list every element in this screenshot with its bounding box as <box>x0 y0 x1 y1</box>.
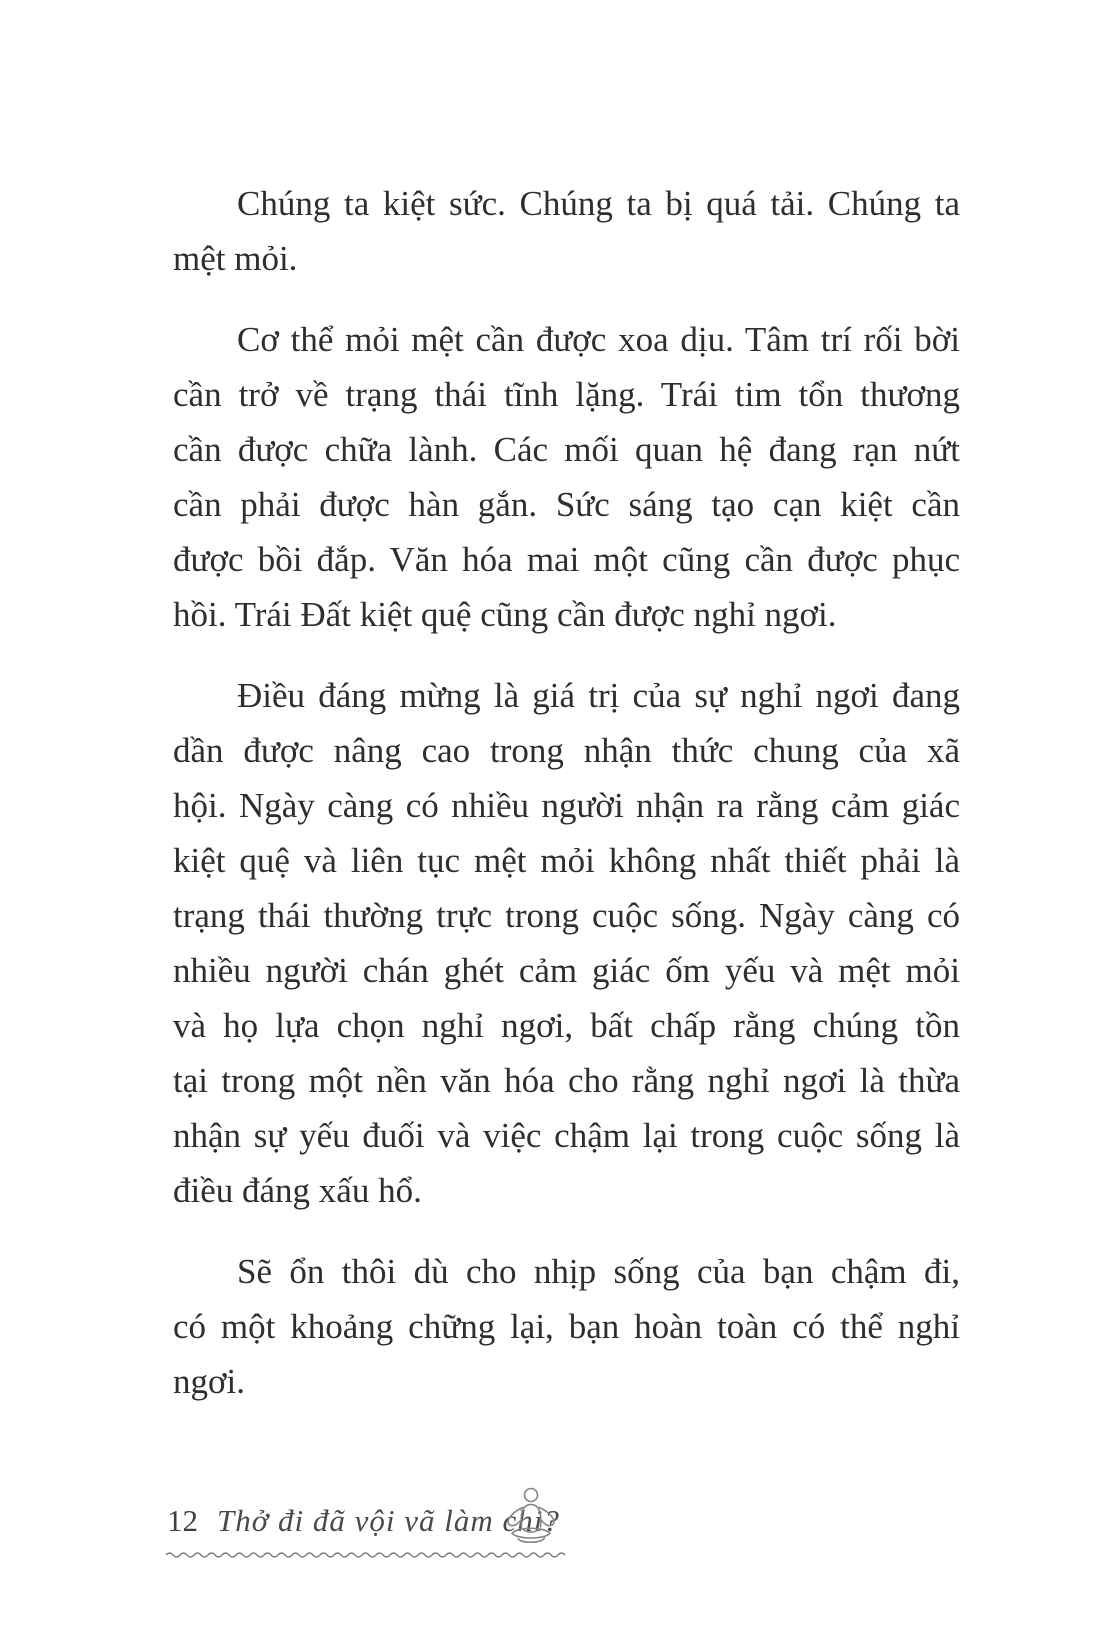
text-line: có một khoảng chững lại, bạn hoàn toàn có thể nghỉ <box>173 1307 960 1346</box>
meditation-lotus-icon <box>498 1486 564 1550</box>
paragraph <box>173 668 960 1218</box>
text-line: và họ lựa chọn nghỉ ngơi, bất chấp rằng chúng tồn <box>173 1006 960 1045</box>
page-number: 12 <box>167 1503 198 1538</box>
text-line: cần trở về trạng thái tĩnh lặng. Trái tim tổn thương <box>173 375 960 414</box>
page-body-text <box>173 176 960 1435</box>
text-line: cần phải được hàn gắn. Sức sáng tạo cạn kiệt cần <box>173 485 960 524</box>
text-line: nhiều người chán ghét cảm giác ốm yếu và mệt mỏi <box>173 951 960 990</box>
text-line: tại trong một nền văn hóa cho rằng nghỉ ngơi là thừa <box>173 1061 960 1100</box>
text-line: được bồi đắp. Văn hóa mai một cũng cần được phục <box>173 540 960 579</box>
text-line: hội. Ngày càng có nhiều người nhận ra rằng cảm giác <box>173 786 960 825</box>
paragraph <box>173 176 960 286</box>
text-line: dần được nâng cao trong nhận thức chung của xã <box>173 731 960 770</box>
text-line: trạng thái thường trực trong cuộc sống. Ngày càng có <box>173 896 960 935</box>
text-line: ngơi. <box>173 1362 245 1401</box>
text-line: hồi. Trái Đất kiệt quệ cũng cần được nghỉ ngơi. <box>173 595 837 634</box>
text-line: điều đáng xấu hổ. <box>173 1171 422 1210</box>
paragraph <box>173 1244 960 1409</box>
text-line: nhận sự yếu đuối và việc chậm lại trong cuộc sống là <box>173 1116 960 1155</box>
running-title: Thở đi đã vội vã làm chi? <box>217 1503 560 1538</box>
text-line: Chúng ta kiệt sức. Chúng ta bị quá tải. Chúng ta <box>237 184 960 223</box>
text-line: mệt mỏi. <box>173 239 298 278</box>
paragraph <box>173 312 960 642</box>
text-line: Cơ thể mỏi mệt cần được xoa dịu. Tâm trí rối bời <box>237 320 960 359</box>
text-line: Sẽ ổn thôi dù cho nhịp sống của bạn chậm đi, <box>237 1252 960 1291</box>
text-line: kiệt quệ và liên tục mệt mỏi không nhất thiết phải là <box>173 841 960 880</box>
text-line: cần được chữa lành. Các mối quan hệ đang rạn nứt <box>173 430 960 469</box>
wavy-divider-rule <box>166 1549 568 1561</box>
text-line: Điều đáng mừng là giá trị của sự nghỉ ngơi đang <box>237 676 960 715</box>
